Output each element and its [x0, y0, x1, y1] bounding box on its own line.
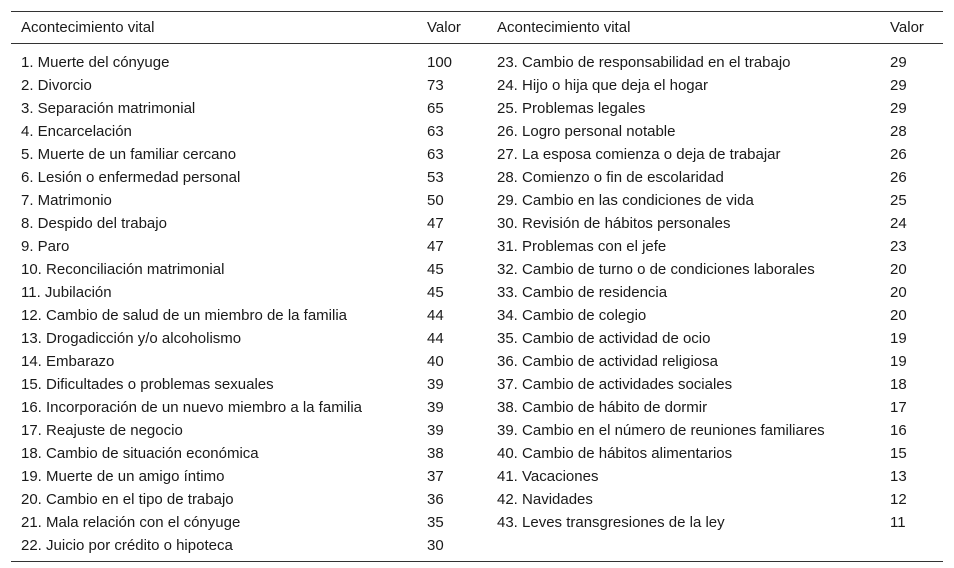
event-cell-left: 5. Muerte de un familiar cercano: [21, 146, 237, 163]
value-cell-left: 30: [427, 537, 444, 554]
value-cell-left: 63: [427, 123, 444, 140]
event-cell-left: 20. Cambio en el tipo de trabajo: [21, 491, 234, 508]
value-cell-right: 24: [890, 215, 907, 232]
value-cell-left: 47: [427, 238, 444, 255]
value-cell-right: 26: [890, 146, 907, 163]
value-cell-right: 15: [890, 445, 907, 462]
value-cell-right: 20: [890, 284, 907, 301]
value-cell-left: 53: [427, 169, 444, 186]
table-row: [11, 97, 943, 120]
event-cell-left: 9. Paro: [21, 238, 70, 255]
value-cell-right: 23: [890, 238, 907, 255]
event-cell-right: 23. Cambio de responsabilidad en el trabajo: [497, 54, 791, 71]
event-cell-left: 12. Cambio de salud de un miembro de la familia: [21, 307, 348, 324]
event-cell-left: 4. Encarcelación: [21, 123, 132, 140]
event-cell-right: 27. La esposa comienza o deja de trabajar: [497, 146, 781, 163]
value-cell-left: 47: [427, 215, 444, 232]
event-cell-right: 29. Cambio en las condiciones de vida: [497, 192, 754, 209]
table-row: [11, 281, 943, 304]
table-row: [11, 166, 943, 189]
value-cell-right: 13: [890, 468, 907, 485]
life-events-table: [11, 12, 943, 561]
value-cell-right: 17: [890, 399, 907, 416]
value-cell-left: 44: [427, 330, 444, 347]
header-event-right: Acontecimiento vital: [487, 12, 880, 44]
event-cell-right: 42. Navidades: [497, 491, 593, 508]
value-cell-right: 19: [890, 330, 907, 347]
table-row: [11, 442, 943, 465]
table-row: [11, 212, 943, 235]
event-cell-right: 35. Cambio de actividad de ocio: [497, 330, 711, 347]
event-cell-left: 7. Matrimonio: [21, 192, 112, 209]
value-cell-right: [880, 534, 943, 561]
event-cell-left: 1. Muerte del cónyuge: [21, 54, 170, 71]
table-row: [11, 235, 943, 258]
value-cell-right: 29: [890, 77, 907, 94]
value-cell-left: 38: [427, 445, 444, 462]
event-cell-right: 32. Cambio de turno o de condiciones laborales: [497, 261, 815, 278]
table-row: [11, 74, 943, 97]
event-cell-right: 25. Problemas legales: [497, 100, 646, 117]
event-cell-left: 18. Cambio de situación económica: [21, 445, 259, 462]
event-cell-left: 10. Reconciliación matrimonial: [21, 261, 225, 278]
value-cell-left: 40: [427, 353, 444, 370]
value-cell-right: 11: [890, 514, 906, 531]
table-row: [11, 327, 943, 350]
event-cell-right: 33. Cambio de residencia: [497, 284, 668, 301]
value-cell-left: 39: [427, 422, 444, 439]
event-cell-right: 40. Cambio de hábitos alimentarios: [497, 445, 733, 462]
table-row: [11, 44, 943, 75]
value-cell-right: 16: [890, 422, 907, 439]
value-cell-right: 25: [890, 192, 907, 209]
event-cell-right: 41. Vacaciones: [497, 468, 599, 485]
value-cell-left: 39: [427, 399, 444, 416]
event-cell-left: 16. Incorporación de un nuevo miembro a la familia: [21, 399, 363, 416]
header-value-right: Valor: [880, 12, 943, 44]
value-cell-left: 65: [427, 100, 444, 117]
value-cell-right: 26: [890, 169, 907, 186]
event-cell-right: 43. Leves transgresiones de la ley: [497, 514, 725, 531]
event-cell-left: 19. Muerte de un amigo íntimo: [21, 468, 225, 485]
value-cell-left: 63: [427, 146, 444, 163]
event-cell-right: 28. Comienzo o fin de escolaridad: [497, 169, 724, 186]
table-row: [11, 511, 943, 534]
table-row: [11, 534, 943, 561]
table-row: [11, 350, 943, 373]
event-cell-left: 8. Despido del trabajo: [21, 215, 167, 232]
table-row: [11, 258, 943, 281]
event-cell-right: 24. Hijo o hija que deja el hogar: [497, 77, 708, 94]
value-cell-right: 29: [890, 54, 907, 71]
value-cell-right: 18: [890, 376, 907, 393]
event-cell-left: 2. Divorcio: [21, 77, 92, 94]
event-cell-left: 11. Jubilación: [21, 284, 112, 301]
value-cell-right: 19: [890, 353, 907, 370]
event-cell-left: 17. Reajuste de negocio: [21, 422, 183, 439]
table-header: [11, 12, 943, 44]
event-cell-right: [487, 534, 880, 561]
header-row: [11, 12, 943, 44]
value-cell-right: 20: [890, 307, 907, 324]
table-row: [11, 120, 943, 143]
event-cell-right: 26. Logro personal notable: [497, 123, 676, 140]
event-cell-right: 34. Cambio de colegio: [497, 307, 647, 324]
value-cell-left: 39: [427, 376, 444, 393]
value-cell-right: 12: [890, 491, 907, 508]
table-row: [11, 189, 943, 212]
table-row: [11, 396, 943, 419]
value-cell-left: 45: [427, 284, 444, 301]
value-cell-left: 35: [427, 514, 444, 531]
value-cell-left: 50: [427, 192, 444, 209]
event-cell-left: 14. Embarazo: [21, 353, 115, 370]
event-cell-right: 38. Cambio de hábito de dormir: [497, 399, 708, 416]
header-value-left: Valor: [417, 12, 487, 44]
event-cell-right: 39. Cambio en el número de reuniones familiares: [497, 422, 825, 439]
event-cell-right: 31. Problemas con el jefe: [497, 238, 667, 255]
table-row: [11, 465, 943, 488]
value-cell-left: 100: [427, 54, 453, 71]
value-cell-right: 29: [890, 100, 907, 117]
event-cell-left: 22. Juicio por crédito o hipoteca: [21, 537, 233, 554]
event-cell-left: 3. Separación matrimonial: [21, 100, 196, 117]
value-cell-left: 37: [427, 468, 444, 485]
value-cell-right: 28: [890, 123, 907, 140]
table-row: [11, 304, 943, 327]
event-cell-left: 21. Mala relación con el cónyuge: [21, 514, 241, 531]
header-event-left: Acontecimiento vital: [11, 12, 417, 44]
value-cell-left: 73: [427, 77, 444, 94]
event-cell-left: 6. Lesión o enfermedad personal: [21, 169, 241, 186]
value-cell-left: 45: [427, 261, 444, 278]
event-cell-right: 37. Cambio de actividades sociales: [497, 376, 733, 393]
table-row: [11, 143, 943, 166]
event-cell-right: 30. Revisión de hábitos personales: [497, 215, 731, 232]
event-cell-left: 13. Drogadicción y/o alcoholismo: [21, 330, 242, 347]
value-cell-left: 36: [427, 491, 444, 508]
value-cell-right: 20: [890, 261, 907, 278]
table-row: [11, 373, 943, 396]
table-body: [11, 44, 943, 562]
life-events-table-container: [11, 11, 943, 562]
event-cell-right: 36. Cambio de actividad religiosa: [497, 353, 718, 370]
table-row: [11, 419, 943, 442]
table-row: [11, 488, 943, 511]
value-cell-left: 44: [427, 307, 444, 324]
event-cell-left: 15. Dificultades o problemas sexuales: [21, 376, 274, 393]
